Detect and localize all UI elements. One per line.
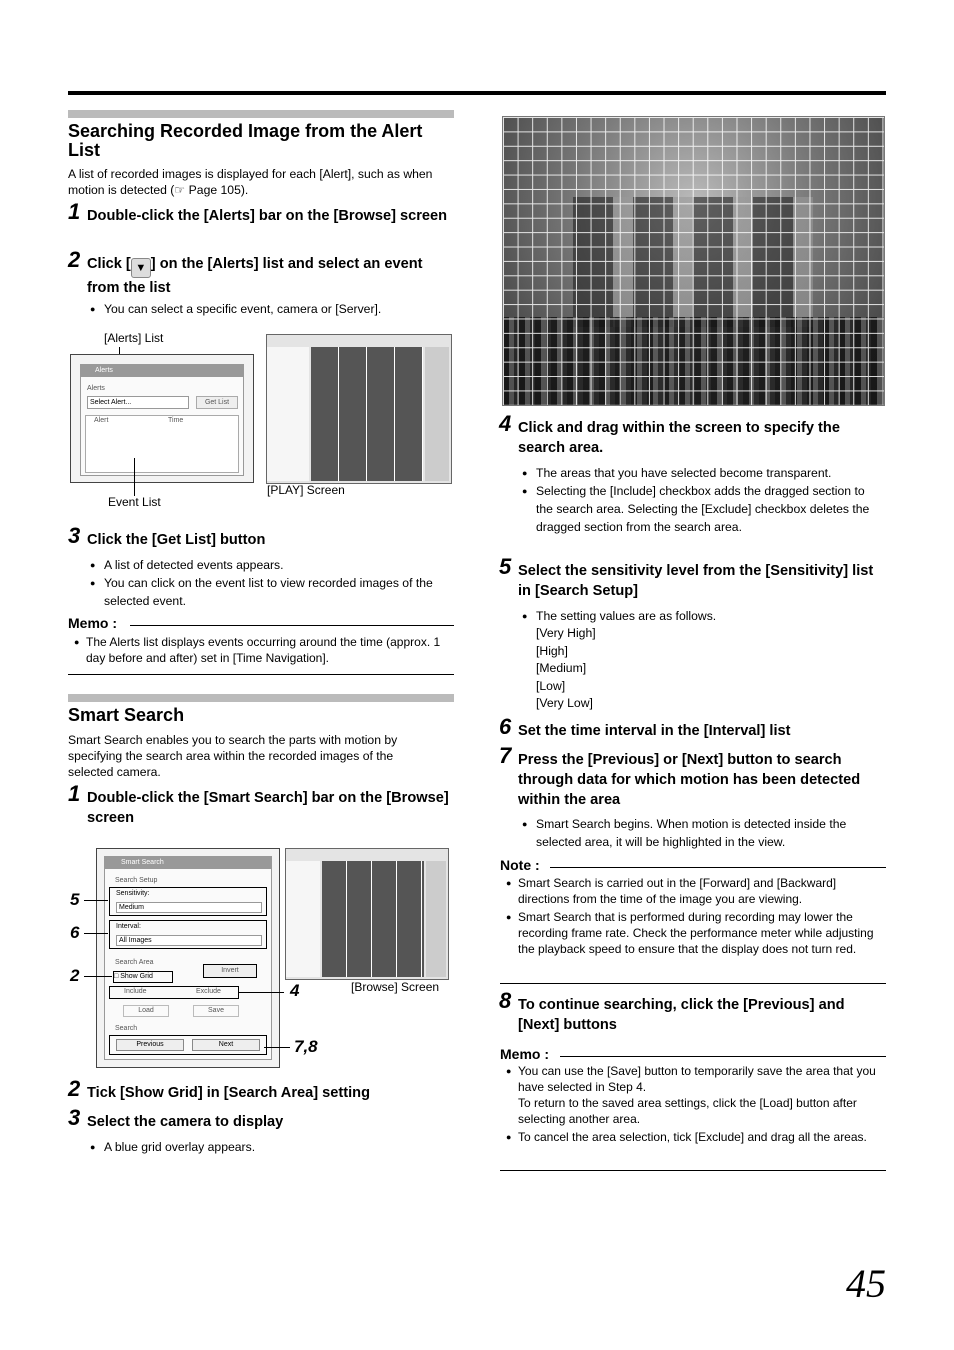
- smart-search-intro: Smart Search enables you to search the parts with motion by specifying the search area within the recorded images of the selected camera.: [68, 733, 398, 779]
- alert-step-2: 2 Click [ ▼ ] on the [Alerts] list and select an event from the list: [68, 247, 423, 296]
- alert-intro: A list of recorded images is displayed for each [Alert], such as when motion is detected (☞ Page 105).: [68, 167, 433, 197]
- load-button[interactable]: Load: [123, 1005, 169, 1017]
- callout-5: 5: [70, 890, 80, 909]
- alerts-dialog: Alerts Alerts Select Alert... Get List Alert Time: [80, 364, 244, 476]
- invert-button[interactable]: Invert: [203, 964, 257, 978]
- callout-7-8: 7,8: [294, 1037, 318, 1056]
- top-rule: [68, 91, 886, 95]
- alerts-dialog-title: Alerts: [81, 365, 243, 377]
- smart-step-3: 3 Select the camera to display: [68, 1105, 284, 1130]
- alert-memo-heading: Memo :: [68, 615, 117, 631]
- alert-step-2-bullet: ● You can select a specific event, camera or [Server].: [104, 300, 454, 318]
- callout-6: 6: [70, 923, 80, 942]
- exclude-radio[interactable]: Exclude: [196, 988, 221, 995]
- smart-step-7: 7 Press the [Previous] or [Next] button to search through data for which motion has been detected within the area: [499, 743, 861, 808]
- alert-step-3: 3 Click the [Get List] button: [68, 523, 266, 548]
- section-title-alert-list: Searching Recorded Image from the Alert List: [68, 121, 423, 160]
- event-list[interactable]: Alert Time: [85, 415, 239, 473]
- chevron-down-icon[interactable]: ▼: [131, 258, 151, 278]
- previous-button[interactable]: Previous: [116, 1039, 184, 1051]
- save-button[interactable]: Save: [193, 1005, 239, 1017]
- callout-2: 2: [70, 966, 80, 985]
- sensitivity-group: Sensitivity: Medium: [109, 887, 267, 916]
- label-play-screen: [PLAY] Screen: [267, 483, 345, 497]
- browse-screen-screenshot: [285, 848, 449, 980]
- smart-step-4: 4 Click and drag within the screen to specify the search area.: [499, 411, 840, 456]
- section-bar: [68, 110, 454, 118]
- alerts-select[interactable]: Select Alert...: [87, 396, 189, 409]
- show-grid-checkbox[interactable]: □ Show Grid: [113, 971, 173, 983]
- interval-group: Interval: All Images: [109, 920, 267, 949]
- label-browse-screen: [Browse] Screen: [351, 980, 440, 994]
- section-title-smart-search: Smart Search: [68, 705, 185, 725]
- play-screen-screenshot: [266, 334, 452, 484]
- get-list-button[interactable]: Get List: [196, 396, 238, 409]
- callout-4: 4: [290, 981, 300, 1000]
- smart-step-6: 6 Set the time interval in the [Interval] list: [499, 714, 791, 739]
- page-number: 45: [846, 1261, 886, 1306]
- smart-step-2: 2 Tick [Show Grid] in [Search Area] setting: [68, 1076, 371, 1101]
- smart-search-dialog: Smart Search Search Setup Sensitivity: Medium Interval: All Images Search Area □ Show Grid Invert Include Exclude Load Save Search Previous Next: [104, 856, 272, 1060]
- smart-step-5: 5 Select the sensitivity level from the [Sensitivity] list in [Search Setup]: [499, 554, 874, 599]
- search-buttons-group: [109, 1035, 267, 1055]
- grid-overlay-photo[interactable]: [502, 116, 885, 406]
- interval-select[interactable]: All Images: [116, 935, 262, 946]
- include-radio[interactable]: Include: [124, 988, 147, 995]
- section-bar: [68, 694, 454, 702]
- smart-step-1: 1 Double-click the [Smart Search] bar on the [Browse] screen: [68, 781, 449, 826]
- label-event-list: Event List: [108, 495, 161, 509]
- sensitivity-values: [Very High] [High] [Medium] [Low] [Very Low]: [536, 626, 596, 711]
- include-exclude-group: [109, 986, 239, 999]
- note-heading: Note :: [500, 857, 540, 873]
- smart-step-8: 8 To continue searching, click the [Previous] and [Next] buttons: [499, 988, 845, 1033]
- next-button[interactable]: Next: [192, 1039, 260, 1051]
- memo-heading: Memo :: [500, 1046, 549, 1062]
- label-alerts-list: [Alerts] List: [104, 331, 164, 345]
- sensitivity-select[interactable]: Medium: [116, 902, 262, 913]
- alert-step-1: 1 Double-click the [Alerts] bar on the [Browse] screen: [68, 199, 448, 224]
